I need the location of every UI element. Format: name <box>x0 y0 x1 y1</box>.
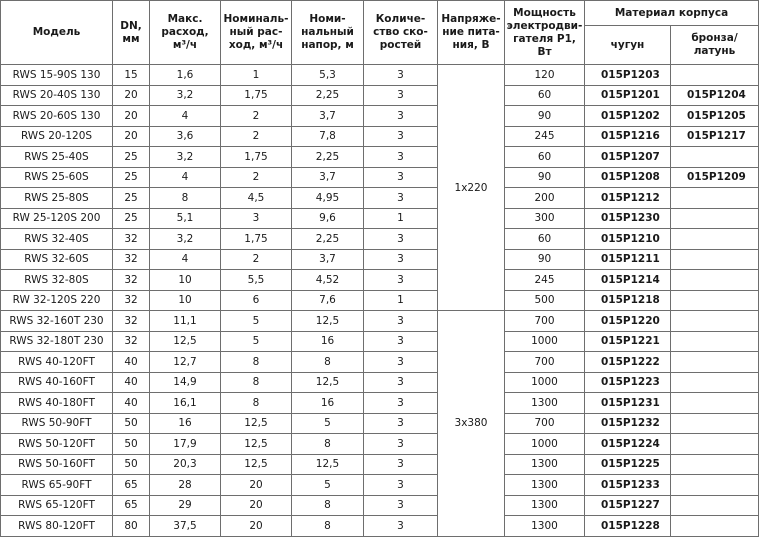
header-bronze: бронза/ латунь <box>671 26 759 65</box>
cell-nominal-flow: 1,75 <box>221 229 292 250</box>
cell-nominal-flow: 8 <box>221 372 292 393</box>
header-material: Материал корпуса <box>585 1 759 26</box>
cell-speeds: 3 <box>364 85 438 106</box>
cell-nominal-head: 8 <box>292 495 364 516</box>
cell-power: 1300 <box>505 393 585 414</box>
cell-speeds: 3 <box>364 434 438 455</box>
cell-nominal-head: 16 <box>292 331 364 352</box>
cell-bronze-code <box>671 290 759 311</box>
cell-cast-iron-code: 015P1221 <box>585 331 671 352</box>
cell-cast-iron-code: 015P1227 <box>585 495 671 516</box>
cell-model: RWS 40-120FT <box>1 352 113 373</box>
cell-bronze-code <box>671 229 759 250</box>
cell-model: RWS 32-60S <box>1 249 113 270</box>
cell-dn: 50 <box>113 413 150 434</box>
cell-power: 1000 <box>505 372 585 393</box>
cell-nominal-head: 5,3 <box>292 65 364 86</box>
cell-nominal-head: 3,7 <box>292 167 364 188</box>
cell-cast-iron-code: 015P1230 <box>585 208 671 229</box>
cell-nominal-head: 8 <box>292 516 364 537</box>
cell-max-flow: 11,1 <box>150 311 221 332</box>
cell-cast-iron-code: 015P1214 <box>585 270 671 291</box>
cell-cast-iron-code: 015P1232 <box>585 413 671 434</box>
cell-max-flow: 16 <box>150 413 221 434</box>
cell-bronze-code: 015P1205 <box>671 106 759 127</box>
table-row <box>1 311 759 332</box>
cell-dn: 40 <box>113 393 150 414</box>
cell-model: RWS 32-40S <box>1 229 113 250</box>
header-nominal-head: Номи- нальный напор, м <box>292 1 364 65</box>
table-row <box>1 126 759 147</box>
table-row <box>1 147 759 168</box>
table-row <box>1 475 759 496</box>
cell-speeds: 3 <box>364 454 438 475</box>
cell-cast-iron-code: 015P1210 <box>585 229 671 250</box>
cell-cast-iron-code: 015P1208 <box>585 167 671 188</box>
cell-dn: 25 <box>113 147 150 168</box>
cell-speeds: 3 <box>364 229 438 250</box>
cell-model: RWS 50-120FT <box>1 434 113 455</box>
cell-power: 700 <box>505 352 585 373</box>
cell-dn: 20 <box>113 126 150 147</box>
header-cast-iron: чугун <box>585 26 671 65</box>
table-row <box>1 290 759 311</box>
cell-model: RWS 32-80S <box>1 270 113 291</box>
cell-power: 1300 <box>505 516 585 537</box>
cell-speeds: 3 <box>364 188 438 209</box>
cell-nominal-flow: 2 <box>221 126 292 147</box>
cell-model: RWS 20-60S 130 <box>1 106 113 127</box>
table-row <box>1 85 759 106</box>
cell-bronze-code <box>671 352 759 373</box>
cell-nominal-flow: 8 <box>221 393 292 414</box>
cell-max-flow: 4 <box>150 106 221 127</box>
cell-bronze-code <box>671 434 759 455</box>
table-header <box>1 1 759 65</box>
cell-max-flow: 1,6 <box>150 65 221 86</box>
cell-speeds: 3 <box>364 372 438 393</box>
cell-dn: 80 <box>113 516 150 537</box>
cell-nominal-flow: 5,5 <box>221 270 292 291</box>
cell-model: RW 32-120S 220 <box>1 290 113 311</box>
cell-speeds: 3 <box>364 331 438 352</box>
cell-dn: 20 <box>113 106 150 127</box>
cell-model: RWS 50-90FT <box>1 413 113 434</box>
cell-nominal-head: 5 <box>292 475 364 496</box>
cell-bronze-code <box>671 311 759 332</box>
table-row <box>1 188 759 209</box>
cell-power: 200 <box>505 188 585 209</box>
cell-power: 300 <box>505 208 585 229</box>
cell-cast-iron-code: 015P1224 <box>585 434 671 455</box>
table-row <box>1 372 759 393</box>
table-row <box>1 65 759 86</box>
cell-max-flow: 28 <box>150 475 221 496</box>
cell-nominal-head: 5 <box>292 413 364 434</box>
cell-nominal-flow: 12,5 <box>221 413 292 434</box>
cell-power: 90 <box>505 167 585 188</box>
cell-bronze-code <box>671 270 759 291</box>
cell-power: 60 <box>505 147 585 168</box>
cell-bronze-code <box>671 188 759 209</box>
cell-speeds: 1 <box>364 208 438 229</box>
cell-bronze-code <box>671 208 759 229</box>
cell-max-flow: 20,3 <box>150 454 221 475</box>
cell-power: 700 <box>505 311 585 332</box>
cell-nominal-flow: 6 <box>221 290 292 311</box>
header-dn: DN, мм <box>113 1 150 65</box>
cell-max-flow: 8 <box>150 188 221 209</box>
cell-nominal-head: 4,52 <box>292 270 364 291</box>
cell-cast-iron-code: 015P1218 <box>585 290 671 311</box>
cell-power: 60 <box>505 229 585 250</box>
cell-bronze-code <box>671 475 759 496</box>
cell-cast-iron-code: 015P1203 <box>585 65 671 86</box>
cell-cast-iron-code: 015P1231 <box>585 393 671 414</box>
cell-dn: 32 <box>113 311 150 332</box>
cell-max-flow: 37,5 <box>150 516 221 537</box>
cell-power: 1300 <box>505 475 585 496</box>
cell-voltage: 1x220 <box>438 65 505 311</box>
cell-power: 1300 <box>505 454 585 475</box>
header-voltage: Напряже- ние пита- ния, В <box>438 1 505 65</box>
cell-speeds: 3 <box>364 126 438 147</box>
cell-nominal-head: 2,25 <box>292 147 364 168</box>
cell-cast-iron-code: 015P1201 <box>585 85 671 106</box>
cell-speeds: 3 <box>364 249 438 270</box>
table-row <box>1 229 759 250</box>
header-speeds: Количе- ство ско- ростей <box>364 1 438 65</box>
table-row <box>1 413 759 434</box>
table-row <box>1 249 759 270</box>
cell-speeds: 1 <box>364 290 438 311</box>
cell-cast-iron-code: 015P1216 <box>585 126 671 147</box>
cell-nominal-head: 12,5 <box>292 454 364 475</box>
cell-model: RWS 65-120FT <box>1 495 113 516</box>
cell-max-flow: 4 <box>150 249 221 270</box>
cell-max-flow: 16,1 <box>150 393 221 414</box>
table-body <box>1 65 759 537</box>
cell-nominal-flow: 5 <box>221 311 292 332</box>
cell-bronze-code <box>671 65 759 86</box>
table-row <box>1 434 759 455</box>
cell-speeds: 3 <box>364 311 438 332</box>
cell-cast-iron-code: 015P1223 <box>585 372 671 393</box>
cell-cast-iron-code: 015P1207 <box>585 147 671 168</box>
cell-power: 700 <box>505 413 585 434</box>
cell-dn: 40 <box>113 372 150 393</box>
cell-bronze-code: 015P1217 <box>671 126 759 147</box>
cell-bronze-code <box>671 413 759 434</box>
cell-model: RW 25-120S 200 <box>1 208 113 229</box>
cell-speeds: 3 <box>364 65 438 86</box>
cell-bronze-code <box>671 372 759 393</box>
cell-speeds: 3 <box>364 413 438 434</box>
cell-nominal-flow: 20 <box>221 516 292 537</box>
cell-power: 120 <box>505 65 585 86</box>
table-row <box>1 331 759 352</box>
cell-model: RWS 40-180FT <box>1 393 113 414</box>
table-row <box>1 454 759 475</box>
cell-bronze-code: 015P1204 <box>671 85 759 106</box>
cell-model: RWS 25-40S <box>1 147 113 168</box>
cell-cast-iron-code: 015P1220 <box>585 311 671 332</box>
cell-power: 60 <box>505 85 585 106</box>
table-row <box>1 495 759 516</box>
cell-nominal-head: 3,7 <box>292 106 364 127</box>
cell-bronze-code: 015P1209 <box>671 167 759 188</box>
cell-nominal-flow: 1,75 <box>221 147 292 168</box>
table-row <box>1 393 759 414</box>
cell-power: 90 <box>505 106 585 127</box>
cell-bronze-code <box>671 495 759 516</box>
cell-speeds: 3 <box>364 495 438 516</box>
cell-model: RWS 65-90FT <box>1 475 113 496</box>
header-power: Мощность электродви- гателя P1, Вт <box>505 1 585 65</box>
cell-nominal-flow: 20 <box>221 475 292 496</box>
cell-cast-iron-code: 015P1211 <box>585 249 671 270</box>
cell-cast-iron-code: 015P1212 <box>585 188 671 209</box>
cell-nominal-head: 4,95 <box>292 188 364 209</box>
cell-max-flow: 4 <box>150 167 221 188</box>
cell-dn: 32 <box>113 290 150 311</box>
cell-model: RWS 25-80S <box>1 188 113 209</box>
cell-model: RWS 80-120FT <box>1 516 113 537</box>
cell-cast-iron-code: 015P1222 <box>585 352 671 373</box>
cell-dn: 32 <box>113 229 150 250</box>
cell-nominal-flow: 12,5 <box>221 434 292 455</box>
cell-model: RWS 32-180T 230 <box>1 331 113 352</box>
cell-power: 1000 <box>505 331 585 352</box>
cell-model: RWS 20-120S <box>1 126 113 147</box>
cell-max-flow: 3,2 <box>150 85 221 106</box>
cell-nominal-head: 8 <box>292 352 364 373</box>
cell-nominal-head: 2,25 <box>292 229 364 250</box>
cell-nominal-head: 12,5 <box>292 311 364 332</box>
cell-nominal-head: 7,8 <box>292 126 364 147</box>
table-row <box>1 516 759 537</box>
cell-speeds: 3 <box>364 270 438 291</box>
cell-dn: 50 <box>113 454 150 475</box>
cell-model: RWS 40-160FT <box>1 372 113 393</box>
cell-cast-iron-code: 015P1233 <box>585 475 671 496</box>
cell-dn: 65 <box>113 495 150 516</box>
cell-model: RWS 20-40S 130 <box>1 85 113 106</box>
header-model: Модель <box>1 1 113 65</box>
cell-max-flow: 10 <box>150 270 221 291</box>
cell-nominal-flow: 1 <box>221 65 292 86</box>
cell-nominal-flow: 12,5 <box>221 454 292 475</box>
cell-nominal-flow: 2 <box>221 249 292 270</box>
cell-nominal-flow: 1,75 <box>221 85 292 106</box>
cell-nominal-head: 7,6 <box>292 290 364 311</box>
table-row <box>1 270 759 291</box>
cell-dn: 50 <box>113 434 150 455</box>
cell-nominal-flow: 3 <box>221 208 292 229</box>
cell-bronze-code <box>671 249 759 270</box>
cell-nominal-head: 9,6 <box>292 208 364 229</box>
cell-bronze-code <box>671 331 759 352</box>
cell-nominal-flow: 4,5 <box>221 188 292 209</box>
cell-nominal-head: 8 <box>292 434 364 455</box>
table-row <box>1 352 759 373</box>
cell-max-flow: 3,2 <box>150 229 221 250</box>
cell-nominal-flow: 20 <box>221 495 292 516</box>
cell-cast-iron-code: 015P1228 <box>585 516 671 537</box>
cell-max-flow: 3,2 <box>150 147 221 168</box>
cell-power: 245 <box>505 270 585 291</box>
cell-nominal-flow: 2 <box>221 106 292 127</box>
cell-nominal-head: 12,5 <box>292 372 364 393</box>
cell-speeds: 3 <box>364 352 438 373</box>
cell-bronze-code <box>671 454 759 475</box>
header-max-flow: Макс. расход, м³/ч <box>150 1 221 65</box>
cell-dn: 65 <box>113 475 150 496</box>
cell-model: RWS 15-90S 130 <box>1 65 113 86</box>
cell-dn: 32 <box>113 331 150 352</box>
cell-power: 1000 <box>505 434 585 455</box>
cell-bronze-code <box>671 393 759 414</box>
cell-speeds: 3 <box>364 147 438 168</box>
cell-dn: 25 <box>113 208 150 229</box>
cell-max-flow: 12,5 <box>150 331 221 352</box>
cell-nominal-flow: 8 <box>221 352 292 373</box>
cell-dn: 32 <box>113 270 150 291</box>
table-row <box>1 208 759 229</box>
cell-dn: 15 <box>113 65 150 86</box>
cell-dn: 20 <box>113 85 150 106</box>
table-row <box>1 106 759 127</box>
cell-max-flow: 12,7 <box>150 352 221 373</box>
cell-speeds: 3 <box>364 516 438 537</box>
cell-max-flow: 3,6 <box>150 126 221 147</box>
cell-max-flow: 17,9 <box>150 434 221 455</box>
cell-speeds: 3 <box>364 106 438 127</box>
cell-dn: 40 <box>113 352 150 373</box>
cell-nominal-head: 2,25 <box>292 85 364 106</box>
cell-dn: 25 <box>113 188 150 209</box>
cell-dn: 32 <box>113 249 150 270</box>
cell-cast-iron-code: 015P1202 <box>585 106 671 127</box>
cell-bronze-code <box>671 147 759 168</box>
cell-max-flow: 14,9 <box>150 372 221 393</box>
cell-max-flow: 10 <box>150 290 221 311</box>
cell-model: RWS 50-160FT <box>1 454 113 475</box>
cell-max-flow: 29 <box>150 495 221 516</box>
cell-bronze-code <box>671 516 759 537</box>
cell-nominal-head: 16 <box>292 393 364 414</box>
cell-speeds: 3 <box>364 393 438 414</box>
cell-nominal-flow: 5 <box>221 331 292 352</box>
cell-power: 1300 <box>505 495 585 516</box>
cell-dn: 25 <box>113 167 150 188</box>
cell-model: RWS 32-160T 230 <box>1 311 113 332</box>
cell-voltage: 3x380 <box>438 311 505 537</box>
cell-speeds: 3 <box>364 475 438 496</box>
cell-speeds: 3 <box>364 167 438 188</box>
header-nominal-flow: Номиналь- ный рас- ход, м³/ч <box>221 1 292 65</box>
cell-power: 90 <box>505 249 585 270</box>
cell-power: 245 <box>505 126 585 147</box>
cell-model: RWS 25-60S <box>1 167 113 188</box>
cell-cast-iron-code: 015P1225 <box>585 454 671 475</box>
cell-max-flow: 5,1 <box>150 208 221 229</box>
cell-nominal-head: 3,7 <box>292 249 364 270</box>
table-row <box>1 167 759 188</box>
cell-power: 500 <box>505 290 585 311</box>
cell-nominal-flow: 2 <box>221 167 292 188</box>
